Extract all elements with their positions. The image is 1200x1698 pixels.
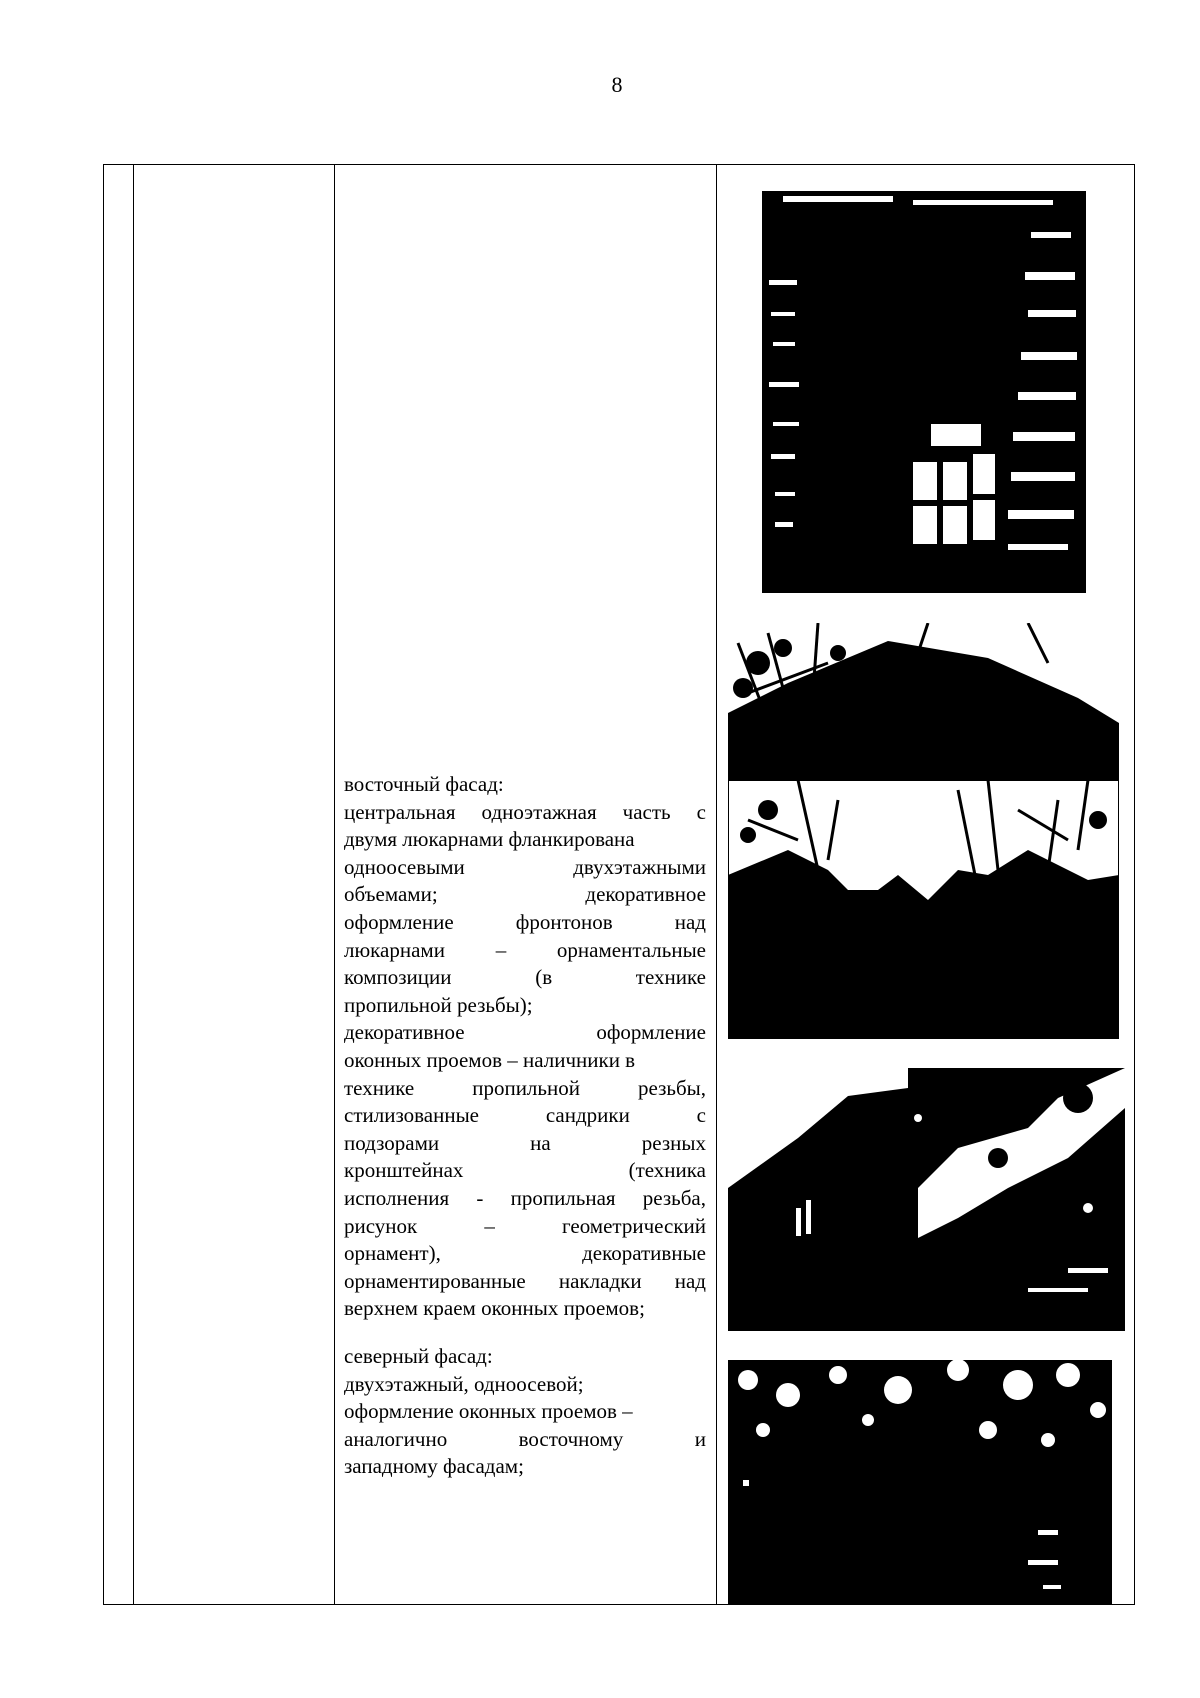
text-line: центральная одноэтажная часть с	[344, 799, 706, 824]
east-facade-heading: восточный фасад:	[344, 772, 504, 796]
column-divider-2	[334, 164, 335, 1605]
text-line: орнамент), декоративные	[344, 1241, 706, 1266]
text-line: орнаментированные накладки над	[344, 1268, 706, 1293]
text-line: оформление фронтонов над	[344, 909, 706, 934]
east-facade-description	[344, 771, 706, 1323]
north-facade-photo	[728, 1360, 1112, 1605]
text-line: объемами; декоративное	[344, 882, 706, 907]
north-facade-heading: северный фасад:	[344, 1344, 493, 1368]
roof-trees-photo	[728, 623, 1119, 780]
text-line: исполнения - пропильная резьба,	[344, 1185, 706, 1210]
text-line: люкарнами – орнаментальные	[344, 937, 706, 962]
text-line: двумя люкарнами фланкирована	[344, 827, 635, 852]
column-divider-1	[133, 164, 134, 1605]
text-line: оконных проемов – наличники в	[344, 1047, 636, 1072]
text-line: аналогично восточному и	[344, 1426, 706, 1451]
text-line: оформление оконных проемов –	[344, 1399, 633, 1424]
text-line: подзорами на резных	[344, 1130, 706, 1155]
east-facade-photo	[728, 780, 1119, 1039]
text-line: технике пропильной резьбы,	[344, 1075, 706, 1100]
text-line: одноосевыми двухэтажными	[344, 854, 706, 879]
text-line: рисунок – геометрический	[344, 1213, 706, 1238]
text-line: кронштейнах (техника	[344, 1158, 706, 1183]
text-line: стилизованные сандрики с	[344, 1103, 706, 1128]
text-line: композиции (в технике	[344, 965, 706, 990]
north-facade-description	[344, 1343, 706, 1481]
text-line: двухэтажный, одноосевой;	[344, 1371, 584, 1396]
text-line: пропильной резьбы);	[344, 992, 533, 1017]
building-window-photo	[763, 192, 1085, 592]
page-number: 8	[611, 72, 623, 97]
text-line: верхнем краем оконных проемов;	[344, 1296, 645, 1321]
column-divider-3	[716, 164, 717, 1605]
text-line: декоративное оформление	[344, 1020, 706, 1045]
gable-photo	[728, 1068, 1125, 1331]
text-line: западному фасадам;	[344, 1454, 524, 1479]
